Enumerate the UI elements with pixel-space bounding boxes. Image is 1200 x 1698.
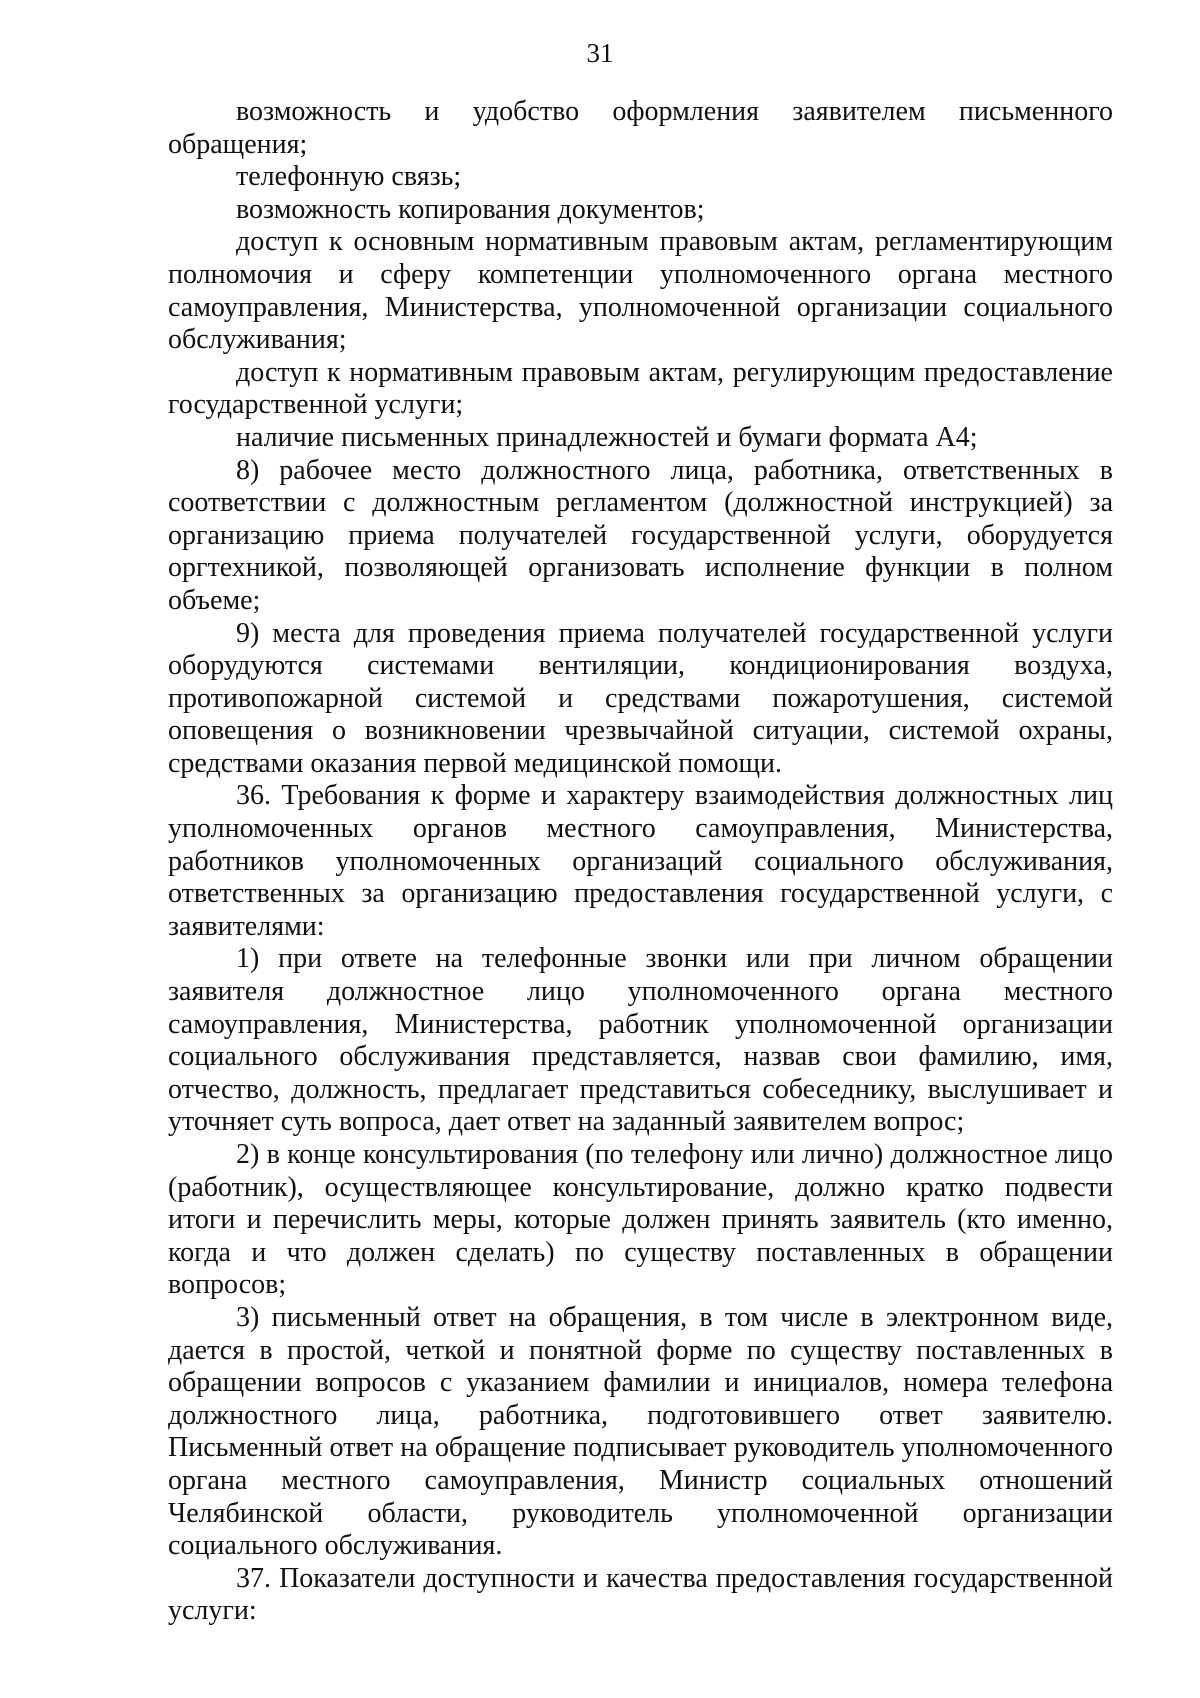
paragraph-36-item-2: 2) в конце консультирования (по телефону или лично) должностное лицо (работник), осуществляющее консультирование, должно кратко подвести итоги и перечислить меры, которые должен принять заявитель (кто именно, когда и что должен сделать) по существу поставленных в обращении вопросов; <box>168 1139 1113 1301</box>
paragraph-telephone: телефонную связь; <box>236 161 462 193</box>
paragraph-36-item-1: 1) при ответе на телефонные звонки или при личном обращении заявителя должностное лицо уполномоченного органа местного самоуправления, Министерства, работник уполномоченной организации социального обслуживания представляется, назвав свои фамилию, имя, отчество, должность, предлагает представиться собеседнику, выслушивает и уточняет суть вопроса, дает ответ на заданный заявителем вопрос; <box>168 943 1113 1138</box>
paragraph-section-36: 36. Требования к форме и характеру взаимодействия должностных лиц уполномоченных органов местного самоуправления, Министерства, работников уполномоченных организаций социального обслуживания, ответственных за организацию предоставления государственной услуги, с заявителями: <box>168 780 1113 942</box>
paragraph-access-acts: доступ к нормативным правовым актам, регулирующим предоставление государственной услуги; <box>168 356 1113 421</box>
paragraph-item-8: 8) рабочее место должностного лица, работника, ответственных в соответствии с должностным регламентом (должностной инструкцией) за организацию приема получателей государственной услуги, оборудуется оргтехникой, позволяющей организовать исполнение функции в полном объеме; <box>168 454 1113 616</box>
paragraph-stationery: наличие письменных принадлежностей и бумаги формата А4; <box>236 421 978 453</box>
paragraph-writing-conditions: возможность и удобство оформления заявителем письменного обращения; <box>168 96 1113 160</box>
paragraph-copying: возможность копирования документов; <box>236 193 705 225</box>
paragraph-access-main-acts: доступ к основным нормативным правовым актам, регламентирующим полномочия и сферу компетенции уполномоченного органа местного самоуправления, Министерства, уполномоченной организации социального обслуживания; <box>168 226 1113 356</box>
paragraph-36-item-3: 3) письменный ответ на обращения, в том числе в электронном виде, дается в простой, четкой и понятной форме по существу поставленных в обращении вопросов с указанием фамилии и инициалов, номера телефона должностного лица, работника, подготовившего ответ заявителю. Письменный ответ на обращение подписывает руководитель уполномоченного органа местного самоуправления, Министр социальных отношений Челябинской области, руководитель уполномоченной организации социального обслуживания. <box>168 1301 1113 1562</box>
page-number: 31 <box>586 38 614 68</box>
document-body <box>168 96 1113 1628</box>
paragraph-section-37: 37. Показатели доступности и качества предоставления государственной услуги: <box>168 1562 1113 1627</box>
paragraph-item-9: 9) места для проведения приема получателей государственной услуги оборудуются системами вентиляции, кондиционирования воздуха, противопожарной системой и средствами пожаротушения, системой оповещения о возникновении чрезвычайной ситуации, системой охраны, средствами оказания первой медицинской помощи. <box>168 617 1113 779</box>
